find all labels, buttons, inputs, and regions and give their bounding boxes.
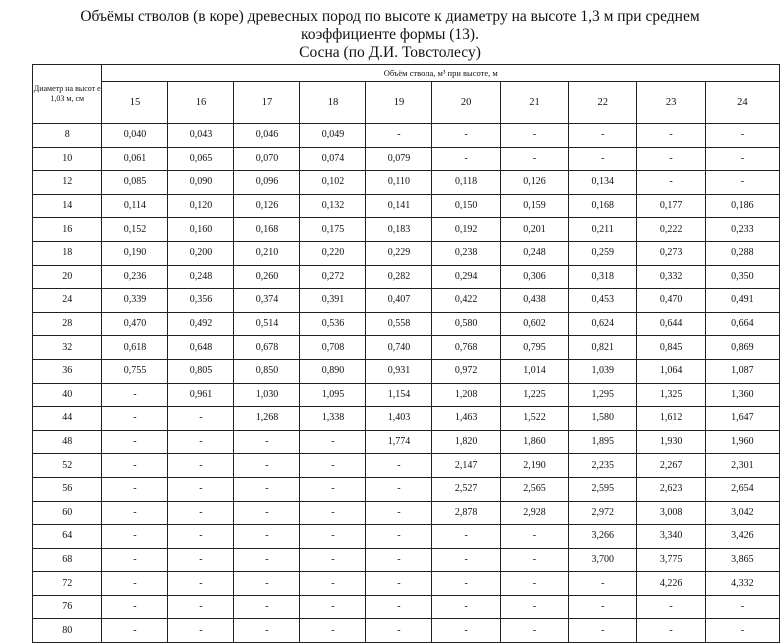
- volume-cell: 0,233: [705, 218, 779, 242]
- volume-cell: -: [168, 525, 234, 549]
- volume-cell: 1,154: [366, 383, 432, 407]
- volume-cell: -: [366, 501, 432, 525]
- volume-cell: -: [705, 147, 779, 171]
- table-row: [33, 194, 780, 218]
- diameter-cell: 18: [33, 241, 102, 265]
- diameter-cell: 48: [33, 430, 102, 454]
- volume-cell: 2,595: [569, 477, 637, 501]
- volume-cell: -: [569, 595, 637, 619]
- volume-cell: -: [569, 619, 637, 643]
- volume-cell: -: [168, 501, 234, 525]
- volume-cell: 0,374: [234, 289, 300, 313]
- table-row: [33, 501, 780, 525]
- volume-cell: 0,961: [168, 383, 234, 407]
- height-header-cell: 19: [366, 82, 432, 124]
- volume-cell: 0,126: [500, 171, 568, 195]
- diameter-cell: 68: [33, 548, 102, 572]
- volume-cell: 0,869: [705, 336, 779, 360]
- volume-cell: -: [102, 619, 168, 643]
- volume-cell: 0,220: [300, 241, 366, 265]
- volume-cell: 1,064: [637, 359, 705, 383]
- volume-cell: -: [102, 454, 168, 478]
- volume-cell: 0,678: [234, 336, 300, 360]
- title-line-1: Объёмы стволов (в коре) древесных пород по высоте к диаметру на высоте 1,3 м при среднем: [80, 8, 700, 25]
- volume-cell: 0,580: [432, 312, 500, 336]
- volume-cell: -: [102, 477, 168, 501]
- volume-cell: 0,159: [500, 194, 568, 218]
- volume-cell: 0,102: [300, 171, 366, 195]
- volume-cell: 0,236: [102, 265, 168, 289]
- volume-cell: 4,226: [637, 572, 705, 596]
- volume-cell: -: [569, 124, 637, 148]
- table-row: [33, 548, 780, 572]
- volume-cell: 0,422: [432, 289, 500, 313]
- volume-cell: 0,132: [300, 194, 366, 218]
- volume-cell: 1,295: [569, 383, 637, 407]
- volume-cell: 0,294: [432, 265, 500, 289]
- table-row: [33, 595, 780, 619]
- volume-cell: -: [500, 124, 568, 148]
- volume-cell: -: [366, 454, 432, 478]
- diameter-cell: 10: [33, 147, 102, 171]
- volume-cell: 0,110: [366, 171, 432, 195]
- volume-cell: 1,039: [569, 359, 637, 383]
- height-header-cell: 17: [234, 82, 300, 124]
- volume-cell: 0,890: [300, 359, 366, 383]
- volume-cell: 0,514: [234, 312, 300, 336]
- volume-cell: -: [500, 572, 568, 596]
- volume-cell: 0,049: [300, 124, 366, 148]
- volume-cell: 3,426: [705, 525, 779, 549]
- volume-cell: 1,960: [705, 430, 779, 454]
- volume-cell: -: [300, 572, 366, 596]
- volume-cell: 0,795: [500, 336, 568, 360]
- table-row: [33, 265, 780, 289]
- volume-cell: 0,150: [432, 194, 500, 218]
- volume-cell: -: [705, 595, 779, 619]
- volume-cell: 0,850: [234, 359, 300, 383]
- volume-cell: -: [432, 525, 500, 549]
- volume-cell: -: [366, 572, 432, 596]
- volume-cell: 1,030: [234, 383, 300, 407]
- volume-cell: 1,268: [234, 407, 300, 431]
- volume-cell: 0,183: [366, 218, 432, 242]
- volume-cell: -: [234, 430, 300, 454]
- diameter-cell: 32: [33, 336, 102, 360]
- volume-cell: -: [500, 619, 568, 643]
- volume-cell: -: [366, 477, 432, 501]
- volume-cell: 1,895: [569, 430, 637, 454]
- volume-cell: 2,623: [637, 477, 705, 501]
- volume-cell: -: [432, 124, 500, 148]
- height-header-cell: 16: [168, 82, 234, 124]
- title-line-2: коэффициенте формы (13).: [301, 26, 479, 43]
- table-row: [33, 430, 780, 454]
- volume-cell: 0,074: [300, 147, 366, 171]
- volume-cell: -: [300, 477, 366, 501]
- volume-cell: 0,438: [500, 289, 568, 313]
- volume-cell: -: [234, 548, 300, 572]
- volume-cell: 0,248: [168, 265, 234, 289]
- document-title: [0, 8, 780, 62]
- volume-cell: 1,087: [705, 359, 779, 383]
- volume-cell: 3,008: [637, 501, 705, 525]
- volume-cell: -: [102, 407, 168, 431]
- volume-cell: 0,090: [168, 171, 234, 195]
- table-row: [33, 147, 780, 171]
- volume-cell: 1,403: [366, 407, 432, 431]
- volume-cell: -: [300, 595, 366, 619]
- volume-cell: 1,612: [637, 407, 705, 431]
- volume-cell: 3,340: [637, 525, 705, 549]
- volume-cell: 0,210: [234, 241, 300, 265]
- volume-cell: 0,470: [637, 289, 705, 313]
- diameter-cell: 76: [33, 595, 102, 619]
- volume-cell: 3,775: [637, 548, 705, 572]
- diameter-cell: 12: [33, 171, 102, 195]
- volume-cell: 0,972: [432, 359, 500, 383]
- volume-cell: 0,168: [569, 194, 637, 218]
- volume-cell: 0,134: [569, 171, 637, 195]
- volume-cell: 0,491: [705, 289, 779, 313]
- volume-span-header: Объём ствола, м³ при высоте, м: [102, 65, 780, 82]
- volume-cell: 0,664: [705, 312, 779, 336]
- volume-cell: 0,821: [569, 336, 637, 360]
- volume-cell: 2,527: [432, 477, 500, 501]
- volume-cell: -: [637, 124, 705, 148]
- diameter-cell: 52: [33, 454, 102, 478]
- volume-cell: -: [300, 619, 366, 643]
- volume-cell: -: [234, 572, 300, 596]
- volume-cell: -: [569, 147, 637, 171]
- volume-cell: -: [432, 572, 500, 596]
- volume-cell: -: [234, 477, 300, 501]
- volume-cell: 0,229: [366, 241, 432, 265]
- volume-cell: 0,152: [102, 218, 168, 242]
- volume-cell: 2,147: [432, 454, 500, 478]
- volume-cell: 0,040: [102, 124, 168, 148]
- volume-cell: 0,043: [168, 124, 234, 148]
- volume-cell: -: [168, 454, 234, 478]
- volume-cell: 0,356: [168, 289, 234, 313]
- volume-cell: -: [168, 619, 234, 643]
- volume-cell: 0,079: [366, 147, 432, 171]
- diameter-cell: 64: [33, 525, 102, 549]
- volume-cell: -: [432, 595, 500, 619]
- volume-cell: -: [102, 572, 168, 596]
- volume-cell: 0,805: [168, 359, 234, 383]
- volume-cell: 0,168: [234, 218, 300, 242]
- volume-cell: 2,565: [500, 477, 568, 501]
- diameter-cell: 36: [33, 359, 102, 383]
- volume-cell: -: [300, 454, 366, 478]
- volume-cell: -: [300, 430, 366, 454]
- volume-cell: -: [300, 501, 366, 525]
- volume-cell: -: [366, 124, 432, 148]
- table-row: [33, 312, 780, 336]
- title-line-3: Сосна (по Д.И. Товстолесу): [299, 44, 481, 61]
- volume-cell: 0,624: [569, 312, 637, 336]
- table-row: [33, 241, 780, 265]
- height-header-cell: 15: [102, 82, 168, 124]
- diameter-column-header: Диаметр на высот е 1,03 м, см: [33, 65, 102, 124]
- volume-cell: 2,972: [569, 501, 637, 525]
- volume-cell: -: [366, 525, 432, 549]
- diameter-cell: 24: [33, 289, 102, 313]
- volume-cell: 0,273: [637, 241, 705, 265]
- volume-cell: -: [500, 548, 568, 572]
- diameter-cell: 60: [33, 501, 102, 525]
- volume-cell: 0,391: [300, 289, 366, 313]
- diameter-cell: 14: [33, 194, 102, 218]
- volume-cell: 1,325: [637, 383, 705, 407]
- volume-cell: -: [234, 525, 300, 549]
- volume-cell: 0,046: [234, 124, 300, 148]
- volume-cell: -: [500, 525, 568, 549]
- volume-cell: 0,931: [366, 359, 432, 383]
- volume-cell: 0,096: [234, 171, 300, 195]
- volume-cell: 1,338: [300, 407, 366, 431]
- volume-cell: -: [102, 548, 168, 572]
- volume-cell: 0,306: [500, 265, 568, 289]
- volume-cell: -: [168, 407, 234, 431]
- volume-cell: -: [432, 147, 500, 171]
- volume-cell: -: [300, 548, 366, 572]
- height-header-cell: 22: [569, 82, 637, 124]
- volume-cell: 0,248: [500, 241, 568, 265]
- volume-cell: 2,190: [500, 454, 568, 478]
- volume-cell: -: [168, 430, 234, 454]
- volume-cell: 0,740: [366, 336, 432, 360]
- height-header-cell: 23: [637, 82, 705, 124]
- volume-cell: 1,647: [705, 407, 779, 431]
- volume-cell: -: [705, 171, 779, 195]
- volume-cell: -: [637, 619, 705, 643]
- volume-cell: -: [168, 477, 234, 501]
- volume-cell: 0,186: [705, 194, 779, 218]
- volume-cell: 0,070: [234, 147, 300, 171]
- volume-cell: -: [432, 619, 500, 643]
- volume-cell: 3,266: [569, 525, 637, 549]
- volume-cell: 0,288: [705, 241, 779, 265]
- volume-cell: 0,061: [102, 147, 168, 171]
- volume-cell: -: [102, 501, 168, 525]
- diameter-cell: 16: [33, 218, 102, 242]
- table-row: [33, 171, 780, 195]
- volume-cell: 0,260: [234, 265, 300, 289]
- height-header-cell: 20: [432, 82, 500, 124]
- volume-cell: -: [102, 595, 168, 619]
- volume-cell: 0,141: [366, 194, 432, 218]
- volume-cell: 0,120: [168, 194, 234, 218]
- volume-cell: 1,208: [432, 383, 500, 407]
- volume-cell: 0,558: [366, 312, 432, 336]
- volume-cell: 4,332: [705, 572, 779, 596]
- volume-cell: 0,085: [102, 171, 168, 195]
- volume-cell: 0,470: [102, 312, 168, 336]
- table-row: [33, 477, 780, 501]
- volume-cell: 1,820: [432, 430, 500, 454]
- volume-cell: 2,654: [705, 477, 779, 501]
- volume-cell: -: [500, 147, 568, 171]
- volume-cell: 0,192: [432, 218, 500, 242]
- volume-cell: -: [102, 430, 168, 454]
- volume-cell: 0,114: [102, 194, 168, 218]
- volume-cell: 2,928: [500, 501, 568, 525]
- volume-cell: 0,175: [300, 218, 366, 242]
- volume-cell: 3,865: [705, 548, 779, 572]
- diameter-cell: 44: [33, 407, 102, 431]
- table-row: [33, 619, 780, 643]
- volume-cell: -: [705, 619, 779, 643]
- volume-cell: 0,536: [300, 312, 366, 336]
- volume-cell: 3,042: [705, 501, 779, 525]
- height-header-cell: 18: [300, 82, 366, 124]
- volume-cell: -: [168, 572, 234, 596]
- volume-cell: -: [102, 383, 168, 407]
- volume-cell: 1,774: [366, 430, 432, 454]
- volume-cell: 0,238: [432, 241, 500, 265]
- diameter-cell: 72: [33, 572, 102, 596]
- volume-cell: -: [705, 124, 779, 148]
- volume-cell: 1,095: [300, 383, 366, 407]
- table-row: [33, 525, 780, 549]
- volume-cell: -: [637, 171, 705, 195]
- volume-cell: 2,301: [705, 454, 779, 478]
- table-body: [33, 124, 780, 643]
- volume-cell: 0,201: [500, 218, 568, 242]
- volume-cell: -: [102, 525, 168, 549]
- volume-cell: 0,118: [432, 171, 500, 195]
- volume-cell: 0,065: [168, 147, 234, 171]
- table-row: [33, 359, 780, 383]
- volume-cell: 1,930: [637, 430, 705, 454]
- volume-cell: 0,407: [366, 289, 432, 313]
- table-row: [33, 124, 780, 148]
- volume-cell: 1,860: [500, 430, 568, 454]
- volume-cell: -: [234, 454, 300, 478]
- volume-cell: 0,492: [168, 312, 234, 336]
- volume-cell: -: [637, 147, 705, 171]
- diameter-cell: 56: [33, 477, 102, 501]
- volume-cell: 0,845: [637, 336, 705, 360]
- diameter-cell: 20: [33, 265, 102, 289]
- volume-cell: 1,360: [705, 383, 779, 407]
- volume-cell: 0,211: [569, 218, 637, 242]
- volume-cell: 0,755: [102, 359, 168, 383]
- volume-table: [32, 64, 780, 643]
- diameter-cell: 8: [33, 124, 102, 148]
- volume-cell: 0,648: [168, 336, 234, 360]
- volume-cell: 0,177: [637, 194, 705, 218]
- volume-cell: -: [500, 595, 568, 619]
- volume-cell: 0,126: [234, 194, 300, 218]
- volume-cell: -: [637, 595, 705, 619]
- volume-cell: 0,190: [102, 241, 168, 265]
- volume-cell: 2,267: [637, 454, 705, 478]
- volume-cell: 0,222: [637, 218, 705, 242]
- volume-cell: 1,522: [500, 407, 568, 431]
- diameter-cell: 40: [33, 383, 102, 407]
- diameter-cell: 80: [33, 619, 102, 643]
- volume-cell: -: [234, 595, 300, 619]
- volume-cell: -: [300, 525, 366, 549]
- volume-cell: 0,453: [569, 289, 637, 313]
- volume-cell: 0,602: [500, 312, 568, 336]
- volume-cell: -: [168, 548, 234, 572]
- volume-cell: 0,350: [705, 265, 779, 289]
- height-header-cell: 21: [500, 82, 568, 124]
- table-row: [33, 383, 780, 407]
- volume-cell: 1,014: [500, 359, 568, 383]
- volume-cell: -: [366, 619, 432, 643]
- volume-cell: 0,618: [102, 336, 168, 360]
- volume-cell: -: [366, 548, 432, 572]
- volume-cell: 0,708: [300, 336, 366, 360]
- volume-cell: 3,700: [569, 548, 637, 572]
- volume-cell: 1,225: [500, 383, 568, 407]
- volume-cell: 0,282: [366, 265, 432, 289]
- diameter-cell: 28: [33, 312, 102, 336]
- volume-cell: 0,272: [300, 265, 366, 289]
- volume-cell: -: [234, 619, 300, 643]
- volume-cell: -: [168, 595, 234, 619]
- volume-cell: 0,768: [432, 336, 500, 360]
- volume-cell: -: [569, 572, 637, 596]
- volume-cell: 2,235: [569, 454, 637, 478]
- table-row: [33, 572, 780, 596]
- volume-cell: -: [366, 595, 432, 619]
- height-header-cell: 24: [705, 82, 779, 124]
- table-row: [33, 454, 780, 478]
- volume-cell: 0,339: [102, 289, 168, 313]
- table-row: [33, 289, 780, 313]
- table-row: [33, 407, 780, 431]
- volume-cell: 0,318: [569, 265, 637, 289]
- volume-cell: 0,259: [569, 241, 637, 265]
- volume-cell: 2,878: [432, 501, 500, 525]
- table-row: [33, 336, 780, 360]
- volume-cell: 0,332: [637, 265, 705, 289]
- volume-cell: 0,160: [168, 218, 234, 242]
- volume-cell: 0,644: [637, 312, 705, 336]
- volume-cell: -: [234, 501, 300, 525]
- height-header-row: [33, 82, 780, 124]
- volume-cell: 1,463: [432, 407, 500, 431]
- table-row: [33, 218, 780, 242]
- volume-cell: 0,200: [168, 241, 234, 265]
- volume-cell: -: [432, 548, 500, 572]
- volume-cell: 1,580: [569, 407, 637, 431]
